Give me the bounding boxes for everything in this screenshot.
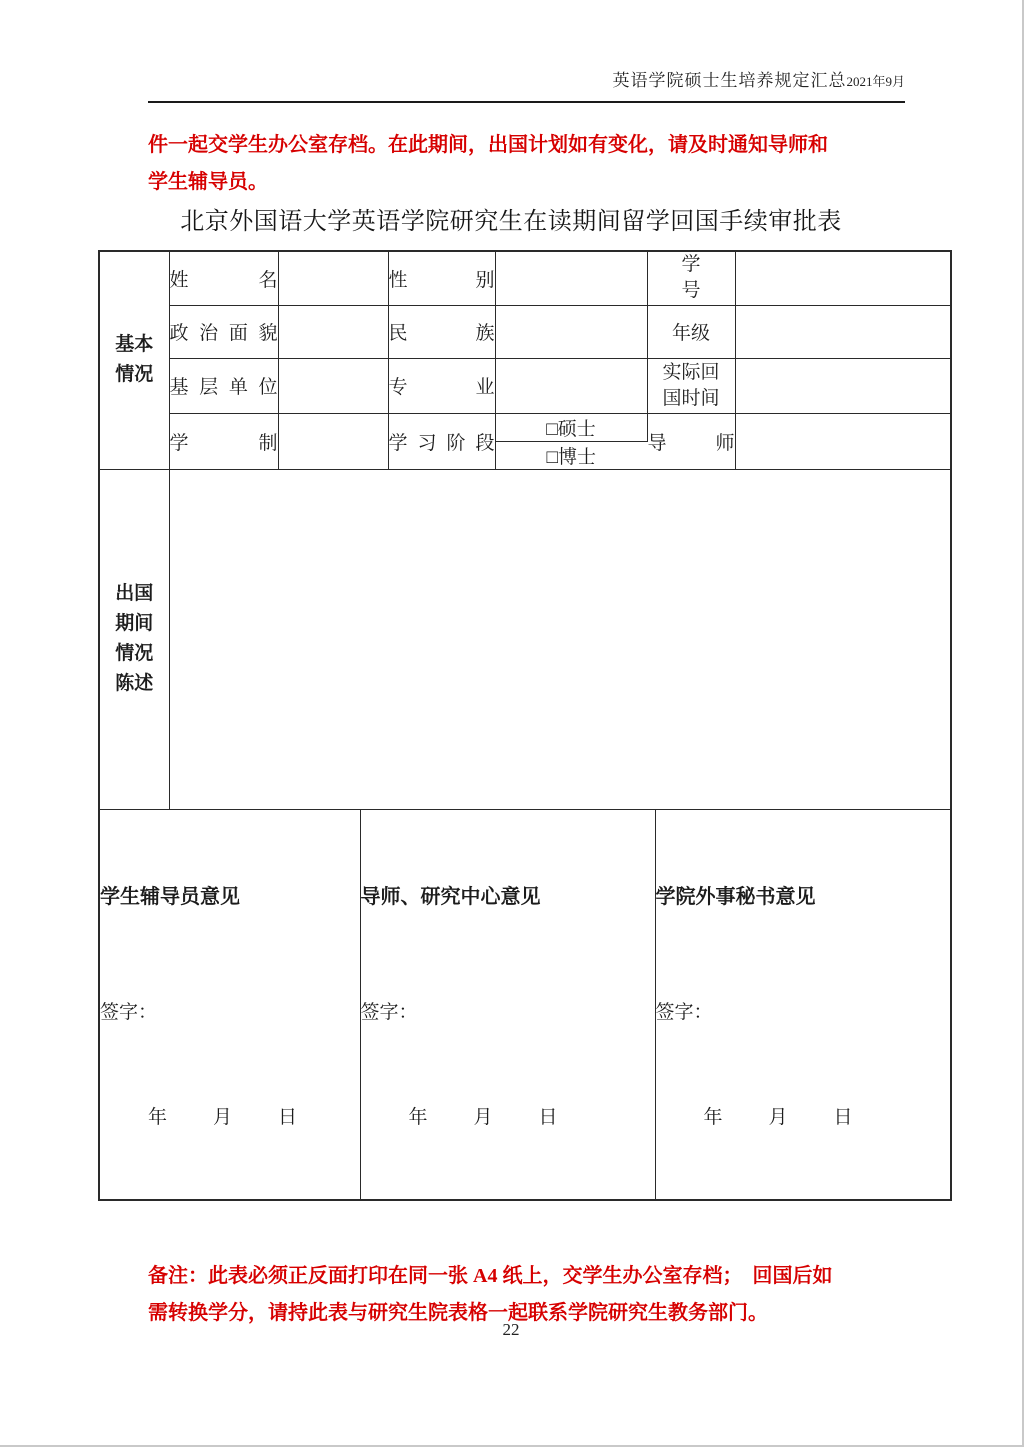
opinions-section bbox=[100, 810, 950, 1199]
basic-info-section bbox=[100, 252, 950, 470]
study-length-label: 学制 bbox=[169, 413, 278, 469]
gender-value-cell bbox=[495, 252, 647, 305]
student-no-value-cell bbox=[735, 252, 950, 305]
supervisor-center-opinion-heading: 导师、研究中心意见 bbox=[360, 886, 541, 908]
major-label: 专业 bbox=[388, 358, 495, 413]
top-red-notice: 件一起交学生办公室存档。在此期间，出国计划如有变化，请及时通知导师和 学生辅导员。 bbox=[148, 134, 828, 193]
counselor-opinion-heading: 学生辅导员意见 bbox=[100, 886, 240, 908]
counselor-opinion-cell bbox=[100, 810, 360, 1199]
day-label: 日 bbox=[278, 1107, 298, 1128]
day-label: 日 bbox=[538, 1107, 558, 1128]
year-label: 年 bbox=[408, 1107, 428, 1128]
year-label: 年 bbox=[148, 1107, 168, 1128]
counselor-date-line bbox=[148, 1102, 360, 1129]
running-header-date: 2021年9月 bbox=[846, 74, 905, 89]
supervisor-center-sign-label: 签字： bbox=[360, 1002, 418, 1023]
political-status-value-cell bbox=[278, 305, 388, 358]
supervisor-value-cell bbox=[735, 413, 950, 469]
foreign-affairs-sign-label: 签字： bbox=[655, 1002, 713, 1023]
supervisor-center-date-line bbox=[409, 1102, 655, 1129]
basic-section-label: 基本 情况 bbox=[100, 252, 169, 469]
foreign-affairs-opinion-cell bbox=[655, 810, 950, 1199]
month-label: 月 bbox=[473, 1107, 493, 1128]
ethnicity-label: 民族 bbox=[388, 305, 495, 358]
unit-label: 基层单位 bbox=[169, 358, 278, 413]
abroad-statement-section bbox=[100, 470, 950, 811]
grade-value-cell bbox=[735, 305, 950, 358]
name-label: 姓名 bbox=[169, 252, 278, 305]
study-length-value-cell bbox=[278, 413, 388, 469]
abroad-section-label: 出国 期间 情况 陈述 bbox=[100, 470, 169, 810]
unit-value-cell bbox=[278, 358, 388, 413]
student-no-label: 学 号 bbox=[647, 252, 735, 305]
bottom-red-note: 备注：此表必须正反面打印在同一张 A4 纸上，交学生办公室存档； 回国后如 需转换学分，请持此表与研究生院表格一起联系学院研究生教务部门。 bbox=[148, 1265, 833, 1324]
year-label: 年 bbox=[703, 1107, 723, 1128]
grade-label: 年级 bbox=[647, 305, 735, 358]
running-header-title: 英语学院硕士生培养规定汇总 bbox=[612, 71, 847, 90]
day-label: 日 bbox=[833, 1107, 853, 1128]
supervisor-center-opinion-cell bbox=[360, 810, 655, 1199]
month-label: 月 bbox=[768, 1107, 788, 1128]
gender-label: 性别 bbox=[388, 252, 495, 305]
political-status-label: 政治面貌 bbox=[169, 305, 278, 358]
name-value-cell bbox=[278, 252, 388, 305]
major-value-cell bbox=[495, 358, 647, 413]
month-label: 月 bbox=[213, 1107, 233, 1128]
form-title: 北京外国语大学英语学院研究生在读期间留学回国手续审批表 bbox=[180, 208, 842, 235]
study-stage-label: 学习阶段 bbox=[388, 413, 495, 469]
foreign-affairs-date-line bbox=[704, 1102, 951, 1129]
stage-doctor-checkbox: □博士 bbox=[495, 441, 647, 469]
header-divider bbox=[148, 101, 905, 103]
running-header bbox=[0, 66, 905, 91]
foreign-affairs-opinion-heading: 学院外事秘书意见 bbox=[655, 886, 816, 908]
counselor-sign-label: 签字： bbox=[100, 1002, 158, 1023]
actual-return-label: 实际回 国时间 bbox=[647, 358, 735, 413]
approval-form-table bbox=[98, 250, 952, 1201]
abroad-statement-cell bbox=[169, 470, 950, 810]
ethnicity-value-cell bbox=[495, 305, 647, 358]
actual-return-value-cell bbox=[735, 358, 950, 413]
page-number: 22 bbox=[502, 1320, 520, 1339]
stage-master-checkbox: □硕士 bbox=[495, 413, 647, 441]
supervisor-label: 导师 bbox=[647, 413, 735, 469]
